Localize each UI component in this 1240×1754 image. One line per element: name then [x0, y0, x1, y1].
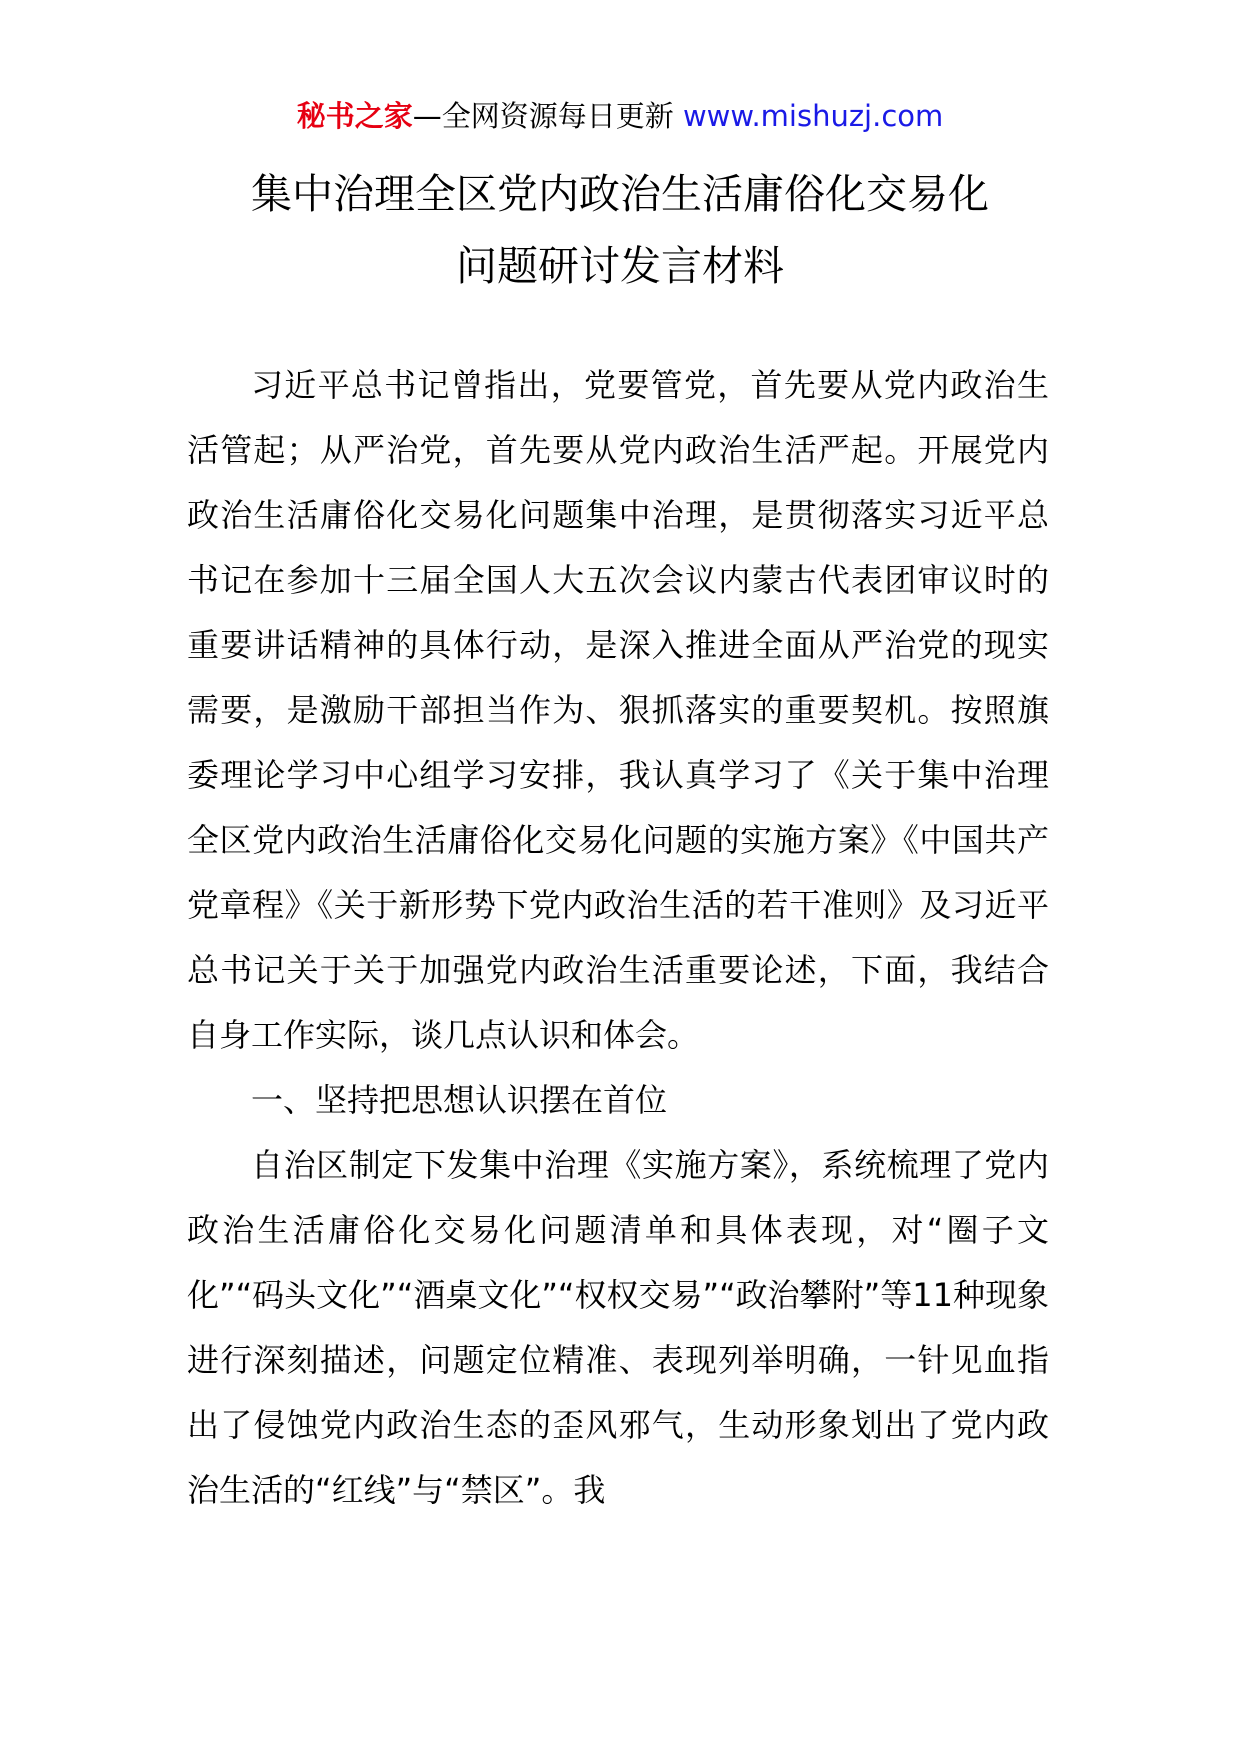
document-title [0, 158, 1240, 302]
section-heading-1: 一、坚持把思想认识摆在首位 [251, 1081, 668, 1119]
title-line-1: 集中治理全区党内政治生活庸俗化交易化 [251, 170, 989, 218]
brand-name: 秘书之家 [296, 99, 413, 133]
watermark-header [0, 96, 1240, 136]
header-slogan: —全网资源每日更新 [412, 99, 683, 133]
title-line-2: 问题研讨发言材料 [456, 242, 784, 290]
section-1-paragraph: 自治区制定下发集中治理《实施方案》，系统梳理了党内政治生活庸俗化交易化问题清单和具体表现，对“圈子文化”“码头文化”“酒桌文化”“权权交易”“政治攀附”等11种现象进行深刻描述，问题定位精准、表现列举明确，一针见血指出了侵蚀党内政治生态的歪风邪气，生动形象划出了党内政治生活的“红线”与“禁区”。我 [187, 1146, 1049, 1509]
intro-paragraph: 习近平总书记曾指出，党要管党，首先要从党内政治生活管起；从严治党，首先要从党内政治生活严起。开展党内政治生活庸俗化交易化问题集中治理，是贯彻落实习近平总书记在参加十三届全国人大五次会议内蒙古代表团审议时的重要讲话精神的具体行动，是深入推进全面从严治党的现实需要，是激励干部担当作为、狠抓落实的重要契机。按照旗委理论学习中心组学习安排，我认真学习了《关于集中治理全区党内政治生活庸俗化交易化问题的实施方案》《中国共产党章程》《关于新形势下党内政治生活的若干准则》及习近平总书记关于关于加强党内政治生活重要论述，下面，我结合自身工作实际，谈几点认识和体会。 [187, 366, 1049, 1054]
site-url[interactable]: www.mishuzj.com [682, 99, 944, 133]
document-body [187, 353, 1049, 1523]
